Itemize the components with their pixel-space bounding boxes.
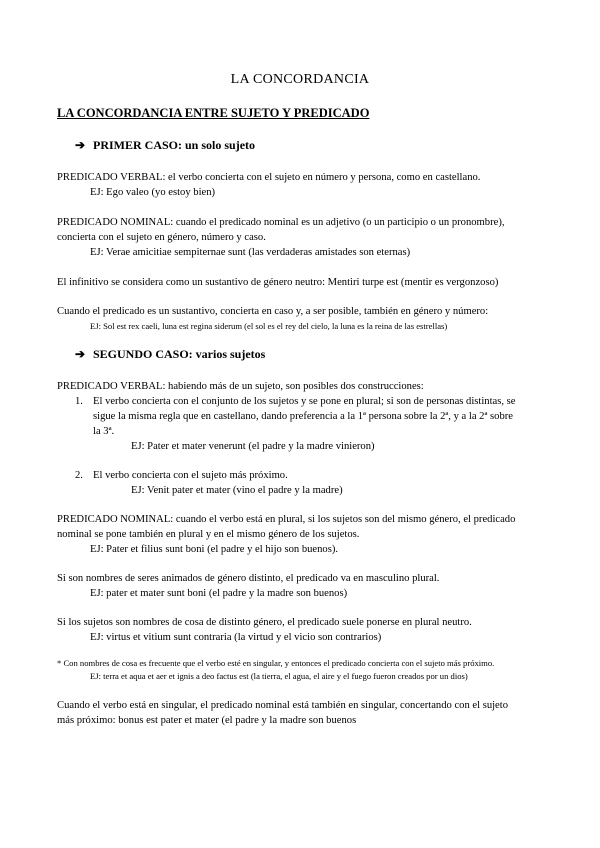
paragraph: concierta con el sujeto en género, número y caso. <box>57 232 266 243</box>
footnote: * Con nombres de cosa es frecuente que el verbo esté en singular, y entonces el predicado concierta con el sujeto más próximo. <box>57 658 495 668</box>
paragraph: PREDICADO NOMINAL: cuando el predicado nominal es un adjetivo (o un participio o un pronombre), <box>57 217 505 228</box>
list-item-text: la 3ª. <box>93 426 115 437</box>
paragraph: El infinitivo se considera como un sustantivo de género neutro: Mentiri turpe est (mentir es vergonzoso) <box>57 277 499 288</box>
arrow-right-icon: ➔ <box>75 138 86 152</box>
list-number: 2. <box>75 470 83 481</box>
paragraph: Si son nombres de seres animados de género distinto, el predicado va en masculino plural. <box>57 573 440 584</box>
paragraph: Cuando el verbo está en singular, el predicado nominal está también en singular, concertando con el sujeto <box>57 700 509 711</box>
case-heading-second <box>75 347 600 362</box>
example: EJ: Ego valeo (yo estoy bien) <box>90 187 216 198</box>
example: EJ: Venit pater et mater (vino el padre y la madre) <box>131 485 343 496</box>
case-heading-label: PRIMER CASO: un solo sujeto <box>93 138 256 152</box>
footnote-example: EJ: terra et aqua et aer et ignis a deo factus est (la tierra, el agua, el aire y el fuego fueron creados por un dios) <box>90 671 468 681</box>
paragraph: Si los sujetos son nombres de cosa de distinto género, el predicado suele ponerse en plural neutro. <box>57 617 472 628</box>
case-heading-first <box>75 138 600 153</box>
paragraph: PREDICADO VERBAL: el verbo concierta con el sujeto en número y persona, como en castellano. <box>57 172 481 183</box>
list-number: 1. <box>75 396 83 407</box>
paragraph: PREDICADO NOMINAL: cuando el verbo está en plural, si los sujetos son del mismo género, el predicado <box>57 514 516 525</box>
example: EJ: Pater et mater venerunt (el padre y la madre vinieron) <box>131 441 375 452</box>
case-heading-label: SEGUNDO CASO: varios sujetos <box>93 347 266 361</box>
example: EJ: Sol est rex caeli, luna est regina siderum (el sol es el rey del cielo, la luna es la reina de las estrellas) <box>90 321 448 331</box>
paragraph: más próximo: bonus est pater et mater (el padre y la madre son buenos <box>57 715 357 726</box>
list-item-text: El verbo concierta con el conjunto de los sujetos y se pone en plural; si son de personas distintas, se <box>93 396 516 407</box>
paragraph: nominal se pone también en plural y en el mismo género de los sujetos. <box>57 529 360 540</box>
example: EJ: Pater et filius sunt boni (el padre y el hijo son buenos). <box>90 544 339 555</box>
list-item-text: sigue la misma regla que en castellano, dando preferencia a la 1ª persona sobre la 2ª, y a la 2ª sobre <box>93 411 513 422</box>
paragraph: Cuando el predicado es un sustantivo, concierta en caso y, a ser posible, también en género y número: <box>57 306 489 317</box>
arrow-right-icon: ➔ <box>75 347 86 361</box>
example: EJ: virtus et vitium sunt contraria (la virtud y el vicio son contrarios) <box>90 632 382 643</box>
paragraph: PREDICADO VERBAL: habiendo más de un sujeto, son posibles dos construcciones: <box>57 381 424 392</box>
list-item-text: El verbo concierta con el sujeto más próximo. <box>93 470 288 481</box>
section-heading: LA CONCORDANCIA ENTRE SUJETO Y PREDICADO <box>57 106 370 120</box>
example: EJ: pater et mater sunt boni (el padre y la madre son buenos) <box>90 588 348 599</box>
page-title: LA CONCORDANCIA <box>230 72 370 87</box>
example: EJ: Verae amicitiae sempiternae sunt (las verdaderas amistades son eternas) <box>90 247 411 258</box>
